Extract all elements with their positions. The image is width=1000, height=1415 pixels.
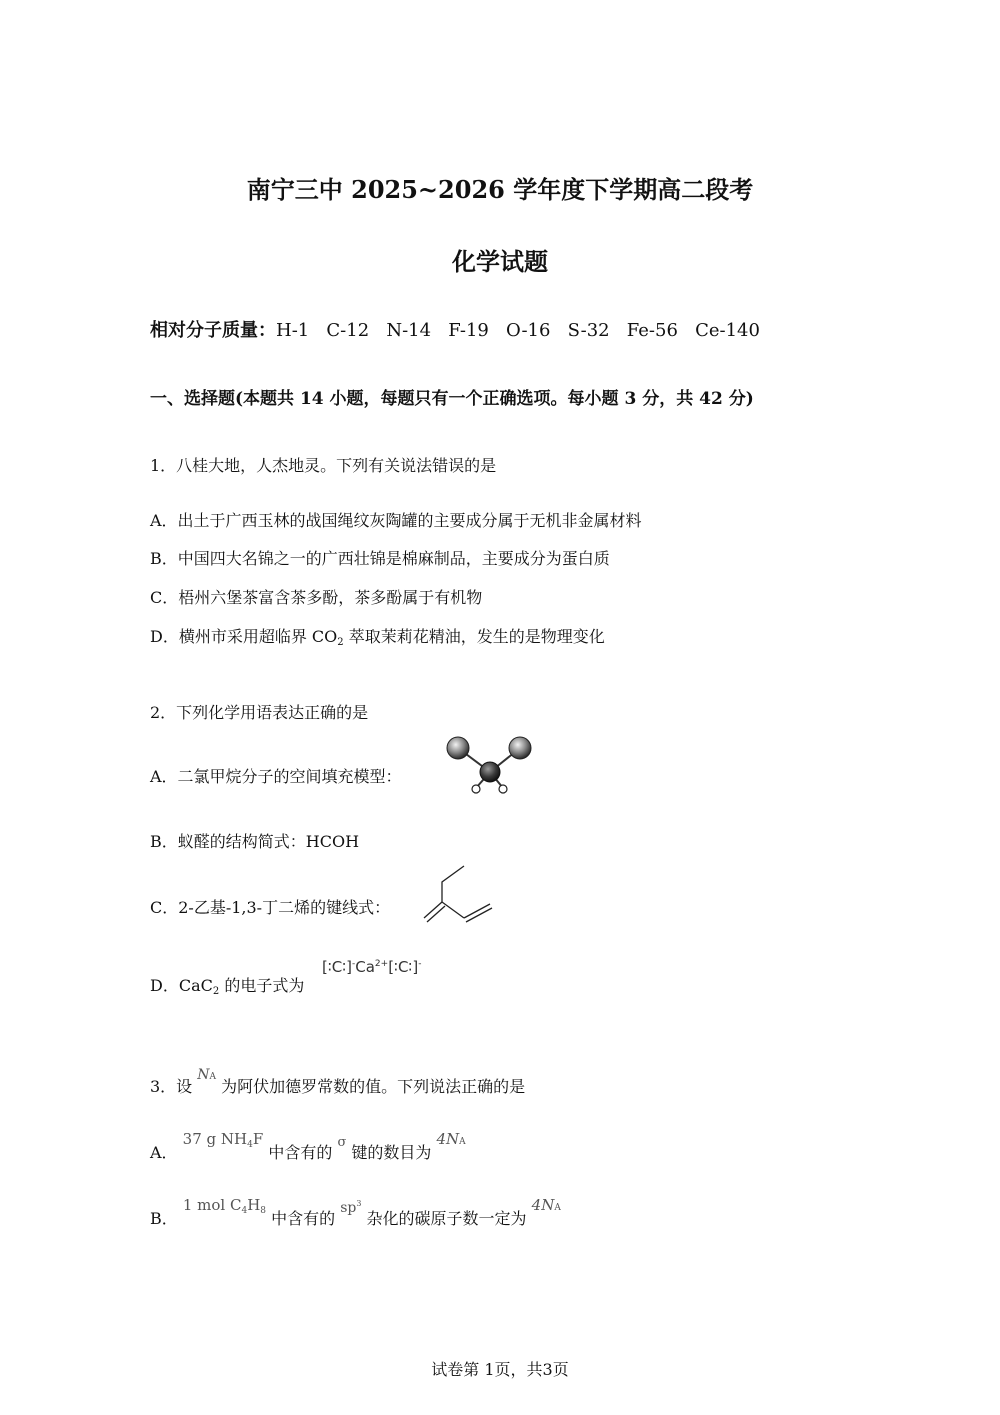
q2-d-subscript: 2 [212, 986, 220, 997]
carbide-anion-right: [∶C∶] [388, 958, 419, 976]
q1-option-d [150, 624, 605, 648]
masses-label: 相对分子质量： [150, 320, 276, 341]
masses-values: H-1 C-12 N-14 F-19 O-16 S-32 Fe-56 Ce-140 [276, 320, 760, 341]
q3-b-formula: 1 mol $C_4H_8$ [182, 1196, 267, 1216]
q3-stem-pre: 3．设 [150, 1077, 198, 1096]
q3-stem [150, 1067, 526, 1097]
q2-option-b: B．蚁醛的结构简式：HCOH [150, 832, 360, 851]
q1-d-text-pre: D．横州市采用超临界 CO [150, 627, 338, 646]
q2-option-d [150, 973, 304, 997]
q2-d-text-post: 的电子式为 [219, 976, 305, 995]
section-heading: 一、选择题(本题共 14 小题，每题只有一个正确选项。每小题 3 分，共 42 分) [150, 389, 754, 409]
q1-d-subscript: 2 [337, 637, 344, 648]
ethyl-butadiene-skeletal-formula [418, 860, 502, 926]
q2-option-a: A．二氯甲烷分子的空间填充模型： [150, 767, 402, 786]
calcium-ion: Ca [355, 958, 375, 976]
q3-a-formula: 37 g $NH_4F$ [182, 1130, 264, 1150]
page-subtitle: 化学试题 [452, 247, 548, 276]
q3-b-value: 4NA [531, 1196, 561, 1214]
q3-b-post: 杂化的碳原子数一定为 [361, 1209, 532, 1228]
right-charge: - [418, 959, 422, 969]
q1-option-a: A．出土于广西玉林的战国绳纹灰陶罐的主要成分属于无机非金属材料 [150, 511, 642, 530]
q3-a-mid: 中含有的 [263, 1143, 338, 1162]
q3-option-b [150, 1196, 561, 1230]
q2-option-c: C．2-乙基-1,3-丁二烯的键线式： [150, 898, 391, 917]
sp3-symbol: $sp^3$ [340, 1199, 362, 1216]
q2-stem: 2．下列化学用语表达正确的是 [150, 703, 369, 722]
q1-option-c: C．梧州六堡茶富含茶多酚，茶多酚属于有机物 [150, 588, 483, 607]
q3-stem-post: 为阿伏加德罗常数的值。下列说法正确的是 [216, 1077, 526, 1096]
q3-b-label: B． [150, 1209, 178, 1228]
carbide-anion-left: [∶C∶] [322, 958, 352, 976]
q3-a-value: 4NA [436, 1130, 466, 1148]
q1-stem: 1．八桂大地，人杰地灵。下列有关说法错误的是 [150, 456, 497, 475]
calcium-charge: 2+ [374, 959, 389, 969]
cac2-electron-formula [322, 958, 421, 976]
page-footer: 试卷第 1页，共3页 [431, 1360, 569, 1379]
q1-d-text-post: 萃取茉莉花精油，发生的是物理变化 [343, 627, 605, 646]
q3-option-a [150, 1130, 466, 1164]
page-title: 南宁三中 2025~2026 学年度下学期高二段考 [246, 175, 754, 204]
q1-option-b: B．中国四大名锦之一的广西壮锦是棉麻制品，主要成分为蛋白质 [150, 549, 610, 568]
dichloromethane-space-filling-model [440, 732, 536, 798]
avogadro-symbol: NA [197, 1067, 217, 1083]
q3-a-post: 键的数目为 [346, 1143, 437, 1162]
q2-d-text-pre: D．CaC [150, 976, 213, 995]
q3-a-label: A． [150, 1143, 178, 1162]
sigma-symbol: σ [337, 1135, 347, 1150]
left-charge: - [352, 959, 356, 969]
q3-b-mid: 中含有的 [266, 1209, 341, 1228]
relative-masses [150, 316, 760, 342]
